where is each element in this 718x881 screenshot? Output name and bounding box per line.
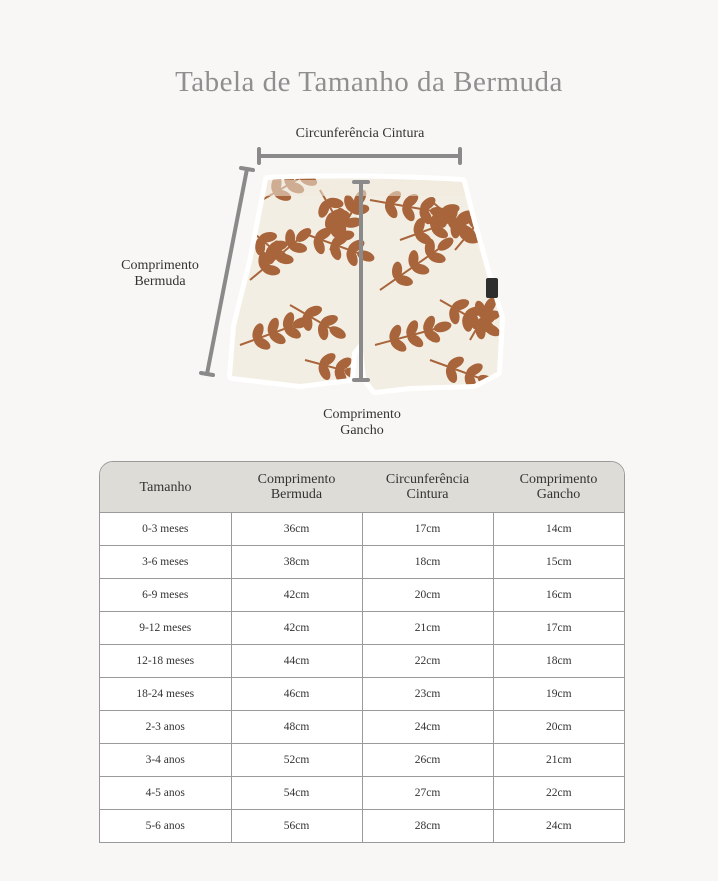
cell-length: 36cm — [231, 513, 362, 546]
page-title: Tabela de Tamanho da Bermuda — [175, 66, 563, 98]
table-header-row — [100, 462, 624, 513]
column-header-length: Comprimento Bermuda — [231, 462, 362, 513]
cell-size: 3-6 meses — [100, 546, 231, 579]
cell-rise: 14cm — [493, 513, 624, 546]
cell-waist: 26cm — [362, 744, 493, 777]
cell-size: 2-3 anos — [100, 711, 231, 744]
cell-length: 42cm — [231, 612, 362, 645]
cell-rise: 21cm — [493, 744, 624, 777]
cell-size: 0-3 meses — [100, 513, 231, 546]
table-row — [100, 612, 624, 645]
cell-waist: 17cm — [362, 513, 493, 546]
table-row — [100, 513, 624, 546]
table-row — [100, 810, 624, 843]
rise-label: Comprimento Gancho — [323, 407, 401, 438]
table-row — [100, 777, 624, 810]
leaf — [438, 210, 448, 228]
cell-length: 54cm — [231, 777, 362, 810]
table-row — [100, 678, 624, 711]
cell-waist: 21cm — [362, 612, 493, 645]
length-label: Comprimento Bermuda — [121, 258, 199, 289]
cell-rise: 20cm — [493, 711, 624, 744]
cell-waist: 24cm — [362, 711, 493, 744]
cell-length: 44cm — [231, 645, 362, 678]
cell-length: 56cm — [231, 810, 362, 843]
cell-waist: 28cm — [362, 810, 493, 843]
cell-length: 46cm — [231, 678, 362, 711]
cell-size: 6-9 meses — [100, 579, 231, 612]
cell-rise: 22cm — [493, 777, 624, 810]
cell-rise: 15cm — [493, 546, 624, 579]
column-header-waist: Circunferência Cintura — [362, 462, 493, 513]
cell-waist: 22cm — [362, 645, 493, 678]
cell-rise: 17cm — [493, 612, 624, 645]
table-row — [100, 546, 624, 579]
table-row — [100, 579, 624, 612]
table-row — [100, 744, 624, 777]
cell-size: 3-4 anos — [100, 744, 231, 777]
column-header-rise: Comprimento Gancho — [493, 462, 624, 513]
cell-rise: 24cm — [545, 820, 572, 832]
cell-size: 5-6 anos — [100, 810, 231, 843]
column-header-size: Tamanho — [100, 462, 231, 513]
cell-length: 38cm — [231, 546, 362, 579]
cell-size: 4-5 anos — [100, 777, 231, 810]
cell-rise: 18cm — [493, 645, 624, 678]
cell-length: 52cm — [231, 744, 362, 777]
cell-waist: 20cm — [362, 579, 493, 612]
cell-length: 42cm — [231, 579, 362, 612]
table-row — [100, 711, 624, 744]
cell-length: 48cm — [231, 711, 362, 744]
waist-label: Circunferência Cintura — [295, 126, 425, 141]
cell-waist: 18cm — [362, 546, 493, 579]
size-table — [99, 461, 625, 843]
cell-waist: 27cm — [362, 777, 493, 810]
label-tag — [486, 278, 498, 298]
cell-size: 18-24 meses — [100, 678, 231, 711]
cell-rise: 19cm — [493, 678, 624, 711]
cell-rise: 16cm — [493, 579, 624, 612]
cell-size: 9-12 meses — [100, 612, 231, 645]
table-row — [100, 645, 624, 678]
cell-size: 12-18 meses — [100, 645, 231, 678]
leaf — [255, 238, 265, 256]
cell-waist: 23cm — [362, 678, 493, 711]
